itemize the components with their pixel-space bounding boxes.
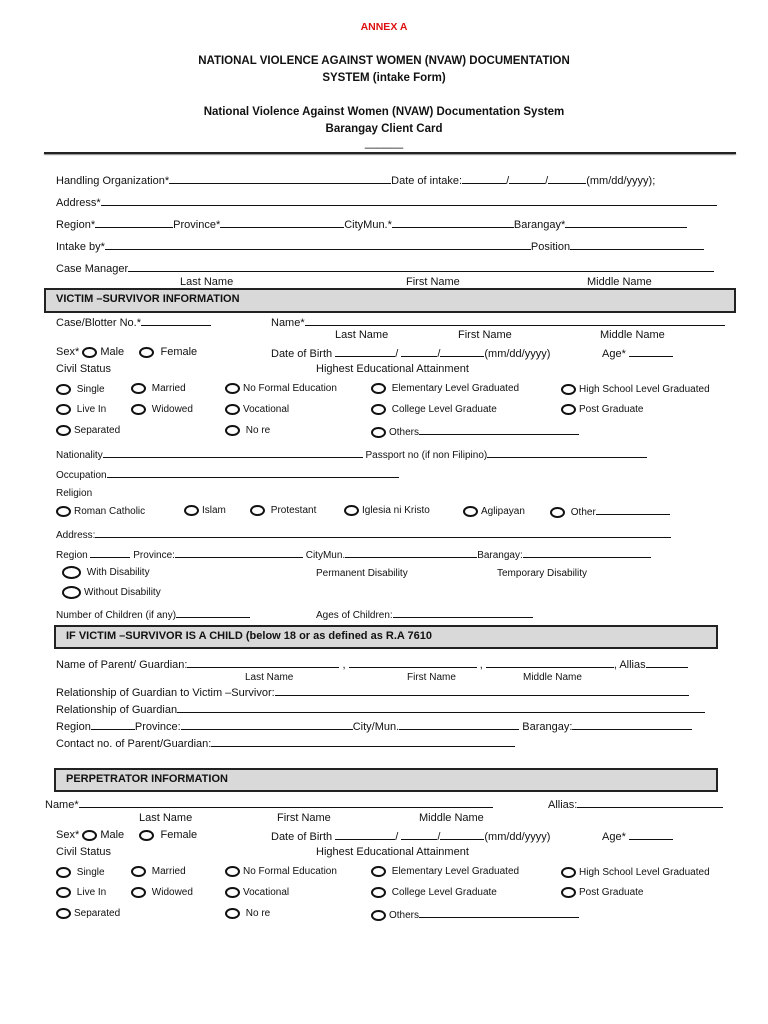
header-divider xyxy=(44,152,736,154)
other-religion-radio[interactable] xyxy=(550,507,565,518)
separated-radio[interactable] xyxy=(56,425,71,436)
aglipayan-radio[interactable] xyxy=(463,506,478,517)
option-other-religion[interactable]: Other xyxy=(550,504,670,520)
intake-yyyy-field[interactable] xyxy=(548,173,586,184)
intake-mm-field[interactable] xyxy=(462,173,506,184)
without-disability-radio[interactable] xyxy=(62,586,81,599)
perp-high-school-radio[interactable] xyxy=(561,867,576,878)
num-children-label: Number of Children (if any) xyxy=(56,610,177,621)
roman-catholic-radio[interactable] xyxy=(56,506,71,517)
perp-dob-label: Date of Birth xyxy=(271,831,333,843)
perp-widowed-radio[interactable] xyxy=(131,887,146,898)
vocational-radio[interactable] xyxy=(225,404,240,415)
children-row xyxy=(56,607,250,622)
parent-allias-label: Allias xyxy=(619,659,646,671)
occupation-field[interactable] xyxy=(107,467,399,478)
parent-name-label: Name of Parent/ Guardian: xyxy=(56,659,188,671)
perp-civil-status-label: Civil Status xyxy=(56,846,112,858)
perp-no-re-radio[interactable] xyxy=(225,908,240,919)
victim-region-label: Region xyxy=(56,550,88,561)
dob-format-label: (mm/dd/yyyy) xyxy=(484,348,551,360)
perp-sex-label: Sex* xyxy=(56,829,80,841)
perp-option-vocational[interactable]: Vocational xyxy=(225,886,289,900)
perp-allias-row xyxy=(548,797,723,812)
case-blotter-label: Case/Blotter No.* xyxy=(56,317,141,329)
child-location-row xyxy=(56,719,692,734)
ages-children-label: Ages of Children: xyxy=(316,610,393,621)
perp-option-separated[interactable]: Separated xyxy=(56,907,120,921)
option-vocational[interactable]: Vocational xyxy=(225,403,289,417)
header-blank: ______ xyxy=(364,137,404,149)
victim-section-header: VICTIM –SURVIVOR INFORMATION xyxy=(44,288,736,313)
islam-radio[interactable] xyxy=(184,505,199,516)
position-label: Position xyxy=(530,241,571,253)
elementary-radio[interactable] xyxy=(371,383,386,394)
relationship-victim-label: Relationship of Guardian to Victim –Survivor: xyxy=(56,687,275,699)
nationality-field[interactable] xyxy=(103,447,363,458)
case-blotter-field[interactable] xyxy=(141,315,211,326)
live-in-radio[interactable] xyxy=(56,404,71,415)
widowed-radio[interactable] xyxy=(131,404,146,415)
perp-dob-row: Date of Birth / / (mm/dd/yyyy) xyxy=(271,831,551,843)
option-without-disability[interactable]: Without Disability xyxy=(62,586,161,600)
perp-others-radio[interactable] xyxy=(371,910,386,921)
perpetrator-section-header: PERPETRATOR INFORMATION xyxy=(54,768,718,792)
victim-middle-name-caption: Middle Name xyxy=(600,329,665,341)
handling-org-field[interactable] xyxy=(169,173,391,184)
intake-by-row xyxy=(56,239,704,254)
option-iglesia[interactable]: Iglesia ni Kristo xyxy=(344,504,430,518)
intake-by-field[interactable] xyxy=(105,239,531,250)
dob-label: Date of Birth xyxy=(271,348,333,360)
option-widowed[interactable]: Widowed xyxy=(131,403,193,417)
dob-yyyy-field[interactable] xyxy=(440,346,484,357)
intake-dd-field[interactable] xyxy=(509,173,545,184)
option-high-school[interactable]: High School Level Graduated xyxy=(561,383,710,397)
victim-address-field[interactable] xyxy=(95,527,671,538)
annex-label: ANNEX A xyxy=(360,21,408,33)
handling-org-row: Handling Organization* Date of intake: / / (mm/dd/yyyy); xyxy=(56,175,656,187)
intake-by-label: Intake by* xyxy=(56,241,105,253)
victim-name-row xyxy=(271,315,725,330)
dob-dd-field[interactable] xyxy=(401,346,437,357)
option-no-formal-education[interactable]: No Formal Education xyxy=(225,382,337,396)
contact-row xyxy=(56,736,515,751)
relationship-victim-row xyxy=(56,685,689,700)
perp-option-married[interactable]: Married xyxy=(131,865,186,879)
parent-name-row: Name of Parent/ Guardian: , , , Allias xyxy=(56,657,688,672)
victim-citymun-label: CityMun. xyxy=(305,550,346,561)
passport-field[interactable] xyxy=(487,447,647,458)
with-disability-radio[interactable] xyxy=(62,566,81,579)
form-title-line2: SYSTEM (intake Form) xyxy=(322,72,446,84)
perp-vocational-radio[interactable] xyxy=(225,887,240,898)
option-married[interactable]: Married xyxy=(131,382,186,396)
victim-last-name-caption: Last Name xyxy=(335,329,389,341)
female-label: Female xyxy=(160,346,198,358)
child-section-header: IF VICTIM –SURVIVOR IS A CHILD (below 18 or as defined as R.A 7610 xyxy=(54,625,718,649)
others-radio[interactable] xyxy=(371,427,386,438)
perp-option-others[interactable]: Others xyxy=(371,907,579,923)
perp-dob-format-label: (mm/dd/yyyy) xyxy=(484,831,551,843)
occupation-label: Occupation xyxy=(56,470,107,481)
college-radio[interactable] xyxy=(371,404,386,415)
perp-male-label: Male xyxy=(100,829,125,841)
occupation-row xyxy=(56,467,399,482)
perp-male-radio[interactable] xyxy=(82,830,97,841)
sex-label: Sex* xyxy=(56,346,80,358)
perp-first-name-caption: First Name xyxy=(277,812,331,824)
address-field[interactable] xyxy=(101,195,717,206)
age-label: Age* xyxy=(602,348,626,360)
perp-age-row xyxy=(602,829,673,844)
case-manager-label: Case Manager xyxy=(56,263,129,275)
perp-option-no-formal-education[interactable]: No Formal Education xyxy=(225,865,337,879)
perp-name-row xyxy=(45,797,493,812)
parent-first-name-field[interactable] xyxy=(349,657,477,668)
education-label: Highest Educational Attainment xyxy=(316,363,469,375)
victim-citymun-field[interactable] xyxy=(345,547,477,558)
passport-label: Passport no (if non Filipino) xyxy=(365,450,488,461)
case-manager-row xyxy=(56,261,714,276)
option-aglipayan[interactable]: Aglipayan xyxy=(463,505,525,519)
perp-dob-dd-field[interactable] xyxy=(401,829,437,840)
num-children-field[interactable] xyxy=(176,607,250,618)
dob-mm-field[interactable] xyxy=(335,346,395,357)
perp-no-formal-education-radio[interactable] xyxy=(225,866,240,877)
option-elementary[interactable]: Elementary Level Graduated xyxy=(371,382,519,396)
victim-address-label: Address: xyxy=(56,530,96,541)
perp-middle-name-caption: Middle Name xyxy=(419,812,484,824)
perp-married-radio[interactable] xyxy=(131,866,146,877)
perp-age-field[interactable] xyxy=(629,829,673,840)
relationship-guardian-label: Relationship of Guardian xyxy=(56,704,178,716)
victim-location-row xyxy=(56,547,651,562)
option-separated[interactable]: Separated xyxy=(56,424,120,438)
cm-last-name-caption: Last Name xyxy=(180,276,234,288)
victim-dob-row: Date of Birth / / (mm/dd/yyyy) xyxy=(271,348,551,360)
perp-option-high-school[interactable]: High School Level Graduated xyxy=(561,866,710,880)
option-with-disability[interactable]: With Disability xyxy=(62,566,150,580)
victim-age-row xyxy=(602,346,673,361)
cm-middle-name-caption: Middle Name xyxy=(587,276,652,288)
citymun-label: CityMun.* xyxy=(344,219,392,231)
perp-last-name-caption: Last Name xyxy=(139,812,193,824)
no-re-radio[interactable] xyxy=(225,425,240,436)
married-radio[interactable] xyxy=(131,383,146,394)
child-barangay-field[interactable] xyxy=(572,719,692,730)
ages-children-field[interactable] xyxy=(393,607,533,618)
relationship-guardian-field[interactable] xyxy=(177,702,705,713)
other-religion-field[interactable] xyxy=(596,504,670,515)
religion-label: Religion xyxy=(56,488,93,499)
perp-dob-mm-field[interactable] xyxy=(335,829,395,840)
victim-barangay-label: Barangay: xyxy=(477,550,523,561)
parent-middle-name-caption: Middle Name xyxy=(523,672,582,683)
age-field[interactable] xyxy=(629,346,673,357)
perp-female-label: Female xyxy=(160,829,198,841)
child-citymun-label: City/Mun. xyxy=(352,721,400,733)
perp-live-in-radio[interactable] xyxy=(56,887,71,898)
perp-option-live-in[interactable]: Live In xyxy=(56,886,106,900)
victim-first-name-caption: First Name xyxy=(458,329,512,341)
perp-name-field[interactable] xyxy=(79,797,493,808)
perp-single-radio[interactable] xyxy=(56,867,71,878)
date-format-label: (mm/dd/yyyy); xyxy=(586,175,656,187)
parent-allias-field[interactable] xyxy=(646,657,688,668)
victim-name-label: Name* xyxy=(271,317,305,329)
parent-middle-name-field[interactable] xyxy=(486,657,614,668)
victim-name-field[interactable] xyxy=(305,315,725,326)
victim-sex-row xyxy=(56,346,197,359)
cm-first-name-caption: First Name xyxy=(406,276,460,288)
parent-last-name-caption: Last Name xyxy=(245,672,294,683)
victim-region-field[interactable] xyxy=(90,547,130,558)
nationality-row xyxy=(56,447,647,462)
single-radio[interactable] xyxy=(56,384,71,395)
perp-option-widowed[interactable]: Widowed xyxy=(131,886,193,900)
option-no-re[interactable]: No re xyxy=(225,424,270,438)
high-school-radio[interactable] xyxy=(561,384,576,395)
perp-education-label: Highest Educational Attainment xyxy=(316,846,469,858)
iglesia-radio[interactable] xyxy=(344,505,359,516)
victim-province-label: Province: xyxy=(133,550,175,561)
barangay-label: Barangay* xyxy=(513,219,566,231)
address-row xyxy=(56,195,717,210)
no-formal-education-radio[interactable] xyxy=(225,383,240,394)
option-post-graduate[interactable]: Post Graduate xyxy=(561,403,643,417)
perp-option-no-re[interactable]: No re xyxy=(225,907,270,921)
temporary-disability-label: Temporary Disability xyxy=(497,568,588,579)
parent-first-name-caption: First Name xyxy=(407,672,456,683)
option-others[interactable]: Others xyxy=(371,424,579,440)
child-barangay-label: Barangay: xyxy=(522,721,573,733)
perp-elementary-radio[interactable] xyxy=(371,866,386,877)
civil-status-label: Civil Status xyxy=(56,363,112,375)
child-region-label: Region xyxy=(56,721,91,733)
option-islam[interactable]: Islam xyxy=(184,504,226,518)
region-field[interactable] xyxy=(95,217,173,228)
option-single[interactable]: Single xyxy=(56,383,105,397)
perp-others-field[interactable] xyxy=(419,907,579,918)
child-region-field[interactable] xyxy=(91,719,135,730)
protestant-radio[interactable] xyxy=(250,505,265,516)
relationship-victim-field[interactable] xyxy=(275,685,689,696)
permanent-disability-label: Permanent Disability xyxy=(316,568,408,579)
perp-name-label: Name* xyxy=(45,799,79,811)
child-province-label: Province: xyxy=(134,721,181,733)
option-roman-catholic[interactable]: Roman Catholic xyxy=(56,505,145,519)
perp-option-college[interactable]: College Level Graduate xyxy=(371,886,497,900)
perp-option-single[interactable]: Single xyxy=(56,866,105,880)
perp-dob-yyyy-field[interactable] xyxy=(440,829,484,840)
others-field[interactable] xyxy=(419,424,579,435)
form-subtitle-line2: Barangay Client Card xyxy=(325,123,443,135)
perp-age-label: Age* xyxy=(602,831,626,843)
victim-address-row xyxy=(56,527,671,542)
perp-allias-label: Allias: xyxy=(548,799,578,811)
barangay-field[interactable] xyxy=(565,217,687,228)
contact-field[interactable] xyxy=(211,736,515,747)
form-title-line1: NATIONAL VIOLENCE AGAINST WOMEN (NVAW) DOCUMENTATION xyxy=(198,55,570,67)
province-label: Province* xyxy=(173,219,221,231)
contact-label: Contact no. of Parent/Guardian: xyxy=(56,738,212,750)
child-citymun-field[interactable] xyxy=(399,719,519,730)
perp-college-radio[interactable] xyxy=(371,887,386,898)
victim-province-field[interactable] xyxy=(175,547,303,558)
female-radio[interactable] xyxy=(139,347,154,358)
location-row xyxy=(56,217,687,232)
perp-option-post-graduate[interactable]: Post Graduate xyxy=(561,886,643,900)
child-province-field[interactable] xyxy=(181,719,353,730)
perp-option-elementary[interactable]: Elementary Level Graduated xyxy=(371,865,519,879)
option-protestant[interactable]: Protestant xyxy=(250,504,316,518)
region-label: Region* xyxy=(56,219,96,231)
perp-sex-row xyxy=(56,829,197,842)
address-label: Address* xyxy=(56,197,101,209)
post-graduate-radio[interactable] xyxy=(561,404,576,415)
victim-barangay-field[interactable] xyxy=(523,547,651,558)
date-of-intake-label: Date of intake: xyxy=(391,175,463,187)
perp-post-graduate-radio[interactable] xyxy=(561,887,576,898)
ages-children-row xyxy=(316,607,533,622)
male-label: Male xyxy=(100,346,125,358)
perp-female-radio[interactable] xyxy=(139,830,154,841)
parent-last-name-field[interactable] xyxy=(187,657,339,668)
male-radio[interactable] xyxy=(82,347,97,358)
handling-org-label: Handling Organization* xyxy=(56,175,170,187)
case-manager-field[interactable] xyxy=(128,261,714,272)
option-live-in[interactable]: Live In xyxy=(56,403,106,417)
perp-separated-radio[interactable] xyxy=(56,908,71,919)
citymun-field[interactable] xyxy=(392,217,514,228)
nationality-label: Nationality xyxy=(56,450,103,461)
position-field[interactable] xyxy=(570,239,704,250)
perp-allias-field[interactable] xyxy=(577,797,723,808)
form-subtitle-line1: National Violence Against Women (NVAW) Documentation System xyxy=(203,106,565,118)
province-field[interactable] xyxy=(220,217,344,228)
option-college[interactable]: College Level Graduate xyxy=(371,403,497,417)
case-blotter-row xyxy=(56,315,211,330)
relationship-guardian-row xyxy=(56,702,705,717)
